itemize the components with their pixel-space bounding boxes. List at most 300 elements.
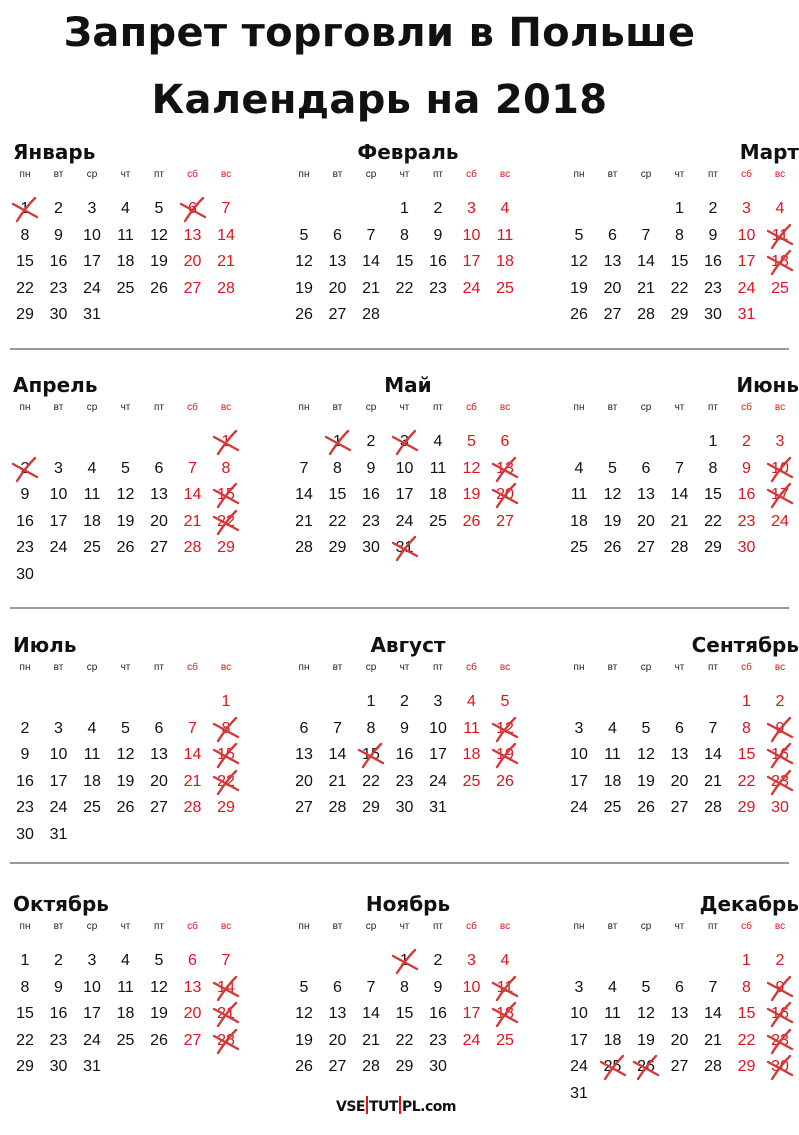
day-cell: 25 [429, 512, 447, 530]
day-cell: 24 [49, 539, 68, 556]
day-cell: 4 [433, 433, 443, 450]
day-cell: 17 [83, 253, 101, 270]
day-cell: 22 [737, 772, 756, 790]
cross-mark-icon [211, 973, 241, 1003]
day-cell: 5 [574, 226, 584, 244]
day-cell: 2 [54, 200, 63, 217]
day-cell: 29 [16, 306, 34, 323]
day-cell: 2 [366, 433, 376, 450]
day-cell: 22 [362, 772, 380, 790]
day-cell: 5 [154, 200, 164, 217]
weekday-header: вт [332, 921, 343, 932]
day-cell: 16 [16, 772, 34, 790]
day-cell: 19 [637, 772, 655, 790]
day-cell: 31 [83, 1058, 101, 1075]
weekday-header: пт [154, 169, 164, 180]
day-cell: 2 [708, 200, 718, 217]
divider [10, 607, 789, 609]
day-cell: 9 [20, 746, 30, 763]
day-cell: 2 [433, 200, 443, 217]
day-cell: 11 [117, 226, 134, 244]
weekday-header: чт [399, 402, 410, 413]
day-cell: 24 [83, 1031, 101, 1049]
cross-mark-icon [765, 247, 795, 277]
day-cell: 23 [395, 772, 414, 790]
day-cell: 11 [429, 459, 447, 477]
day-cell: 12 [295, 253, 313, 270]
weekday-header: сб [466, 402, 477, 413]
day-cell: 11 [83, 746, 101, 763]
day-cell: 5 [467, 433, 476, 450]
day-cell: 5 [299, 978, 309, 996]
day-cell: 6 [154, 719, 164, 737]
day-cell: 20 [150, 772, 168, 790]
day-cell: 21 [328, 772, 347, 790]
day-cell: 20 [150, 512, 168, 530]
day-cell: 12 [462, 459, 481, 477]
day-cell: 14 [209, 977, 243, 999]
day-cell: 18 [116, 253, 135, 270]
weekday-header: сб [187, 402, 198, 413]
weekday-header: вт [332, 662, 343, 673]
weekday-header: сб [741, 402, 752, 413]
day-cell: 21 [670, 512, 689, 530]
day-cell: 4 [574, 459, 584, 477]
day-cell: 7 [708, 978, 718, 996]
day-cell: 5 [608, 459, 617, 477]
day-cell: 23 [16, 539, 34, 556]
weekday-header: чт [674, 662, 685, 673]
day-cell: 9 [20, 486, 30, 503]
day-cell: 28 [704, 1058, 722, 1075]
day-cell: 15 [354, 744, 388, 766]
day-cell: 13 [488, 458, 522, 480]
cross-mark-icon [765, 1052, 795, 1082]
day-cell: 20 [637, 512, 655, 530]
day-cell: 3 [433, 693, 443, 710]
day-cell: 12 [150, 226, 168, 244]
weekday-header: вс [220, 402, 232, 413]
day-cell: 1 [20, 952, 30, 969]
day-cell: 26 [462, 512, 481, 530]
day-cell: 3 [87, 952, 97, 969]
day-cell: 27 [328, 306, 347, 323]
day-cell: 26 [629, 1056, 663, 1078]
weekday-header: вт [53, 169, 64, 180]
day-cell: 22 [395, 279, 414, 297]
page-title: Запрет торговли в Польше [63, 10, 696, 56]
weekday-header: чт [399, 169, 410, 180]
day-cell: 28 [209, 1030, 243, 1052]
day-cell: 19 [116, 512, 135, 530]
day-cell: 28 [704, 799, 722, 816]
day-cell: 4 [500, 952, 510, 969]
day-cell: 28 [295, 539, 313, 556]
day-cell: 15 [737, 746, 756, 763]
day-cell: 9 [433, 226, 443, 244]
day-cell: 6 [188, 952, 197, 969]
day-cell: 6 [641, 459, 651, 477]
day-cell: 3 [54, 459, 63, 477]
day-cell: 30 [704, 306, 722, 323]
weekday-header: вт [53, 921, 64, 932]
day-cell: 3 [388, 431, 422, 453]
day-cell: 12 [637, 746, 655, 763]
cross-mark-icon [390, 427, 420, 457]
month-name: Март [739, 140, 799, 164]
divider [10, 862, 789, 864]
day-cell: 22 [670, 279, 689, 297]
day-cell: 9 [366, 459, 376, 477]
divider [10, 348, 789, 350]
weekday-header: пт [154, 921, 164, 932]
day-cell: 17 [570, 1031, 588, 1049]
day-cell: 27 [150, 539, 168, 556]
day-cell: 12 [150, 978, 168, 996]
day-cell: 7 [708, 719, 718, 737]
weekday-header: пн [19, 169, 31, 180]
weekday-header: вс [774, 921, 786, 932]
day-cell: 28 [183, 539, 202, 556]
cross-mark-icon [390, 946, 420, 976]
cross-mark-icon [10, 454, 40, 484]
day-cell: 20 [295, 772, 313, 790]
day-cell: 8 [742, 719, 751, 737]
day-cell: 8 [20, 226, 30, 244]
day-cell: 19 [462, 486, 481, 503]
weekday-header: вт [607, 169, 618, 180]
day-cell: 21 [637, 279, 655, 297]
day-cell: 11 [496, 226, 514, 244]
day-cell: 30 [49, 1058, 68, 1075]
day-cell: 9 [763, 977, 797, 999]
day-cell: 22 [16, 1031, 34, 1049]
weekday-header: сб [466, 169, 477, 180]
weekday-header: чт [674, 921, 685, 932]
weekday-header: пн [298, 662, 310, 673]
day-cell: 17 [570, 772, 588, 790]
cross-mark-icon [765, 454, 795, 484]
day-cell: 24 [462, 279, 481, 297]
day-cell: 17 [429, 746, 447, 763]
day-cell: 6 [333, 226, 342, 244]
cross-mark-icon [490, 714, 520, 744]
day-cell: 14 [362, 1005, 380, 1022]
day-cell: 19 [150, 1005, 168, 1022]
month-name: Октябрь [13, 892, 109, 916]
weekday-header: пт [433, 169, 443, 180]
day-cell: 24 [570, 799, 588, 816]
day-cell: 3 [467, 200, 476, 217]
day-cell: 14 [295, 486, 313, 503]
day-cell: 15 [670, 253, 689, 270]
day-cell: 4 [121, 952, 130, 969]
day-cell: 4 [87, 719, 97, 737]
day-cell: 6 [675, 978, 684, 996]
day-cell: 13 [670, 1005, 689, 1022]
day-cell: 21 [704, 772, 722, 790]
month-name: Январь [13, 140, 96, 164]
day-cell: 10 [570, 1005, 588, 1022]
month-name: Апрель [13, 373, 98, 397]
day-cell: 5 [299, 226, 309, 244]
day-cell: 29 [362, 799, 380, 816]
day-cell: 8 [400, 978, 409, 996]
day-cell: 6 [299, 719, 309, 737]
day-cell: 28 [217, 279, 235, 297]
day-cell: 9 [708, 226, 718, 244]
weekday-header: сб [187, 921, 198, 932]
day-cell: 2 [775, 693, 785, 710]
day-cell: 16 [429, 1005, 447, 1022]
day-cell: 10 [737, 226, 756, 244]
cross-mark-icon [765, 1026, 795, 1056]
day-cell: 6 [176, 198, 210, 220]
day-cell: 30 [763, 1056, 797, 1078]
day-cell: 1 [388, 950, 422, 972]
day-cell: 4 [467, 693, 476, 710]
day-cell: 14 [183, 486, 202, 503]
day-cell: 10 [462, 978, 481, 996]
weekday-header: пт [154, 402, 164, 413]
day-cell: 9 [400, 719, 409, 737]
day-cell: 19 [603, 512, 622, 530]
day-cell: 29 [395, 1058, 414, 1075]
day-cell: 22 [328, 512, 347, 530]
day-cell: 14 [217, 226, 235, 244]
cross-mark-icon [765, 767, 795, 797]
day-cell: 3 [775, 433, 785, 450]
day-cell: 26 [570, 306, 588, 323]
day-cell: 1 [742, 952, 751, 969]
day-cell: 13 [328, 1005, 347, 1022]
day-cell: 27 [670, 1058, 689, 1075]
logo-text-vse: VSE [336, 1099, 365, 1115]
weekday-header: чт [120, 662, 131, 673]
day-cell: 26 [295, 306, 313, 323]
day-cell: 22 [16, 279, 34, 297]
weekday-header: пт [708, 921, 718, 932]
cross-mark-icon [10, 194, 40, 224]
day-cell: 18 [603, 772, 622, 790]
day-cell: 25 [83, 539, 101, 556]
weekday-header: пн [573, 402, 585, 413]
day-cell: 8 [400, 226, 409, 244]
day-cell: 14 [704, 1005, 722, 1022]
day-cell: 30 [395, 799, 414, 816]
day-cell: 20 [183, 1005, 202, 1022]
cross-mark-icon [765, 480, 795, 510]
weekday-header: вс [499, 662, 511, 673]
day-cell: 20 [670, 772, 689, 790]
day-cell: 8 [675, 226, 684, 244]
weekday-header: ср [86, 921, 98, 932]
weekday-header: вс [499, 921, 511, 932]
day-cell: 11 [117, 978, 134, 996]
day-cell: 10 [83, 978, 101, 996]
day-cell: 23 [737, 512, 756, 530]
day-cell: 28 [637, 306, 655, 323]
page-subtitle: Календарь на 2018 [151, 77, 608, 123]
weekday-header: ср [86, 169, 98, 180]
day-cell: 2 [20, 719, 30, 737]
day-cell: 27 [637, 539, 655, 556]
day-cell: 17 [763, 484, 797, 506]
day-cell: 12 [116, 746, 135, 763]
day-cell: 25 [83, 799, 101, 816]
cross-mark-icon [323, 427, 353, 457]
day-cell: 16 [49, 1005, 68, 1022]
weekday-header: чт [120, 402, 131, 413]
day-cell: 12 [603, 486, 622, 503]
day-cell: 18 [429, 486, 447, 503]
month-name: Декабрь [699, 892, 799, 916]
day-cell: 13 [295, 746, 313, 763]
weekday-header: сб [741, 921, 752, 932]
day-cell: 12 [570, 253, 588, 270]
day-cell: 25 [603, 799, 622, 816]
day-cell: 23 [362, 512, 380, 530]
day-cell: 30 [737, 539, 756, 556]
day-cell: 20 [603, 279, 622, 297]
day-cell: 8 [333, 459, 342, 477]
day-cell: 26 [637, 799, 655, 816]
day-cell: 23 [763, 1030, 797, 1052]
weekday-header: чт [120, 169, 131, 180]
day-cell: 1 [742, 693, 751, 710]
day-cell: 13 [183, 978, 202, 996]
day-cell: 10 [429, 719, 447, 737]
day-cell: 23 [49, 279, 68, 297]
day-cell: 15 [395, 253, 414, 270]
day-cell: 27 [603, 306, 622, 323]
day-cell: 31 [83, 306, 101, 323]
day-cell: 19 [295, 279, 313, 297]
day-cell: 25 [116, 279, 135, 297]
weekday-header: ср [86, 402, 98, 413]
day-cell: 8 [708, 459, 718, 477]
cross-mark-icon [631, 1052, 661, 1082]
day-cell: 15 [395, 1005, 414, 1022]
day-cell: 25 [462, 772, 481, 790]
day-cell: 24 [429, 772, 447, 790]
weekday-header: пн [298, 169, 310, 180]
weekday-header: ср [640, 662, 652, 673]
day-cell: 14 [362, 253, 380, 270]
day-cell: 22 [704, 512, 722, 530]
day-cell: 4 [608, 719, 617, 737]
weekday-header: пн [19, 662, 31, 673]
day-cell: 4 [775, 200, 785, 217]
day-cell: 23 [763, 771, 797, 793]
cross-mark-icon [211, 767, 241, 797]
day-cell: 4 [500, 200, 510, 217]
cross-mark-icon [211, 1026, 241, 1056]
day-cell: 21 [362, 1031, 380, 1049]
day-cell: 7 [221, 200, 231, 217]
day-cell: 2 [775, 952, 785, 969]
day-cell: 5 [121, 719, 130, 737]
weekday-header: вт [607, 402, 618, 413]
day-cell: 11 [83, 486, 101, 503]
day-cell: 5 [121, 459, 130, 477]
month-name: Июль [13, 633, 77, 657]
weekday-header: пн [573, 662, 585, 673]
day-cell: 29 [328, 539, 347, 556]
day-cell: 31 [429, 799, 447, 816]
cross-mark-icon [765, 973, 795, 1003]
day-cell: 5 [641, 719, 651, 737]
day-cell: 24 [462, 1031, 481, 1049]
day-cell: 25 [771, 279, 789, 297]
cross-mark-icon [490, 973, 520, 1003]
day-cell: 7 [221, 952, 231, 969]
day-cell: 9 [763, 718, 797, 740]
day-cell: 13 [603, 253, 622, 270]
day-cell: 26 [295, 1058, 313, 1075]
day-cell: 12 [295, 1005, 313, 1022]
day-cell: 3 [574, 719, 584, 737]
day-cell: 17 [49, 772, 68, 790]
day-cell: 8 [366, 719, 376, 737]
day-cell: 1 [708, 433, 718, 450]
cross-mark-icon [211, 480, 241, 510]
day-cell: 20 [328, 1031, 347, 1049]
weekday-header: ср [640, 921, 652, 932]
day-cell: 20 [488, 484, 522, 506]
day-cell: 21 [217, 253, 235, 270]
day-cell: 23 [16, 799, 34, 816]
weekday-header: пт [433, 402, 443, 413]
month-name: Сентябрь [691, 633, 799, 657]
day-cell: 19 [637, 1031, 655, 1049]
day-cell: 5 [154, 952, 164, 969]
day-cell: 14 [183, 746, 202, 763]
weekday-header: пн [573, 169, 585, 180]
day-cell: 12 [488, 718, 522, 740]
weekday-header: ср [365, 921, 377, 932]
day-cell: 19 [570, 279, 588, 297]
day-cell: 4 [121, 200, 130, 217]
day-cell: 13 [150, 486, 168, 503]
day-cell: 7 [188, 719, 197, 737]
cross-mark-icon [490, 740, 520, 770]
day-cell: 25 [496, 279, 514, 297]
day-cell: 22 [395, 1031, 414, 1049]
day-cell: 16 [763, 1003, 797, 1025]
day-cell: 25 [116, 1031, 135, 1049]
weekday-header: чт [399, 921, 410, 932]
day-cell: 18 [83, 772, 101, 790]
day-cell: 27 [183, 1031, 202, 1049]
day-cell: 2 [742, 433, 751, 450]
day-cell: 6 [608, 226, 617, 244]
day-cell: 26 [116, 799, 135, 816]
day-cell: 14 [637, 253, 655, 270]
day-cell: 11 [463, 719, 480, 737]
day-cell: 18 [462, 746, 481, 763]
site-logo [336, 1096, 456, 1122]
day-cell: 27 [670, 799, 689, 816]
day-cell: 29 [217, 539, 235, 556]
day-cell: 30 [16, 825, 34, 843]
day-cell: 28 [670, 539, 689, 556]
day-cell: 14 [328, 746, 347, 763]
day-cell: 2 [433, 952, 443, 969]
day-cell: 17 [462, 253, 481, 270]
weekday-header: вс [774, 662, 786, 673]
day-cell: 26 [116, 539, 135, 556]
